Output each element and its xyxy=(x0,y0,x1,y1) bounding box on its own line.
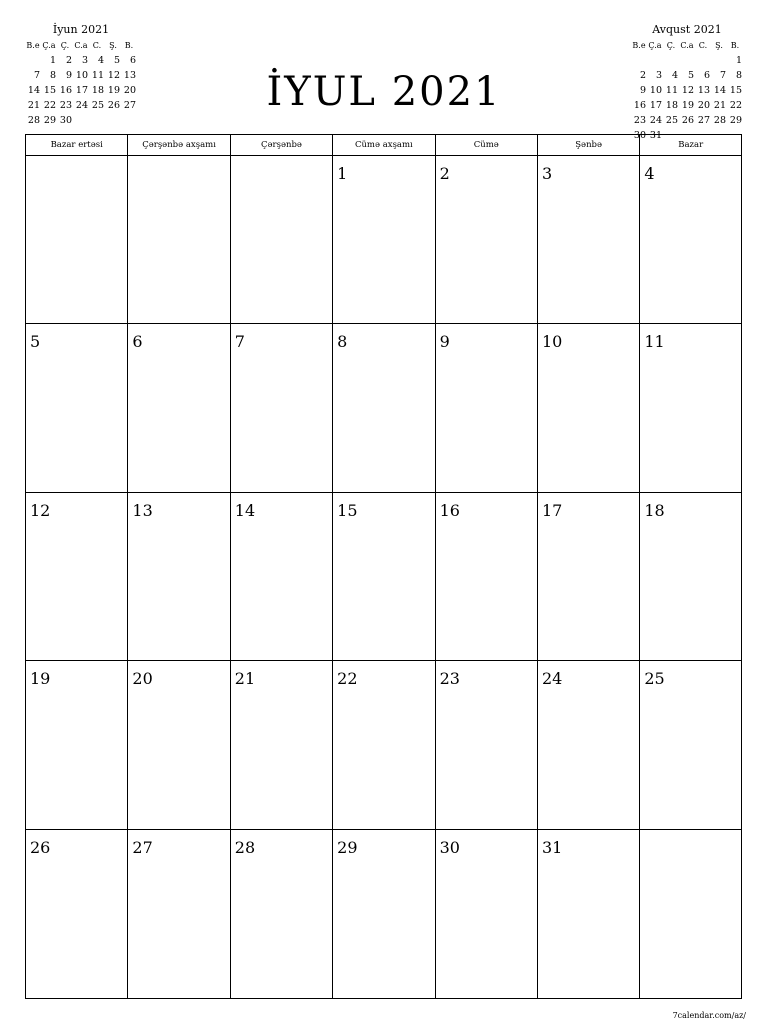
mini-day: 28 xyxy=(27,115,40,126)
day-number: 13 xyxy=(132,500,153,520)
mini-day: 6 xyxy=(703,70,710,81)
mini-weekday-header: B. xyxy=(124,41,134,50)
day-cell xyxy=(436,661,538,829)
mini-day: 30 xyxy=(633,130,646,141)
day-cell xyxy=(436,830,538,998)
mini-day: 23 xyxy=(59,100,72,111)
mini-day: 20 xyxy=(697,100,710,111)
mini-calendar-prev-month xyxy=(25,22,137,128)
day-number: 15 xyxy=(337,500,358,520)
mini-day: 24 xyxy=(75,100,88,111)
mini-day: 7 xyxy=(33,70,40,81)
mini-day xyxy=(121,113,137,128)
day-number: 8 xyxy=(337,332,348,352)
day-number: 1 xyxy=(337,164,348,183)
mini-day xyxy=(25,53,41,68)
day-cell xyxy=(538,493,640,661)
mini-day: 23 xyxy=(633,115,646,126)
mini-weekday-header: C. xyxy=(698,41,708,50)
mini-weekday-header: B. xyxy=(730,41,740,50)
mini-calendar-title: Avqust 2021 xyxy=(652,23,722,36)
day-number: 26 xyxy=(30,837,51,857)
mini-day: 21 xyxy=(27,100,40,111)
day-cell xyxy=(26,830,128,998)
day-cell xyxy=(231,156,333,324)
day-cell xyxy=(128,830,230,998)
mini-day: 27 xyxy=(123,100,136,111)
weekday-header: Çərşənbə xyxy=(231,135,333,156)
mini-day: 22 xyxy=(43,100,56,111)
day-number: 24 xyxy=(541,669,563,689)
day-cell xyxy=(436,156,538,324)
day-cell xyxy=(333,830,435,998)
day-number: 7 xyxy=(234,332,245,352)
mini-day: 14 xyxy=(27,85,40,96)
day-number: 2 xyxy=(439,164,450,183)
weekday-header: Çərşənbə axşamı xyxy=(128,135,230,156)
day-number: 12 xyxy=(30,500,51,520)
weekday-header: Şənbə xyxy=(538,135,640,156)
day-cell xyxy=(333,156,435,324)
mini-day xyxy=(695,53,711,68)
day-cell xyxy=(640,324,741,492)
day-number: 19 xyxy=(30,669,51,689)
day-cell xyxy=(538,830,640,998)
mini-day: 29 xyxy=(43,115,56,126)
weekday-header: Bazar xyxy=(640,135,741,156)
day-number: 6 xyxy=(132,332,143,352)
day-number: 22 xyxy=(337,669,358,689)
mini-weekday-header: C. xyxy=(92,41,102,50)
day-number: 28 xyxy=(234,837,256,857)
mini-day: 22 xyxy=(729,100,742,111)
day-cell xyxy=(231,493,333,661)
day-cell xyxy=(640,156,741,324)
day-number: 17 xyxy=(541,500,563,520)
mini-day: 2 xyxy=(639,70,646,81)
mini-weekday-header: Ç.a xyxy=(648,41,662,50)
mini-day xyxy=(679,53,695,68)
mini-day: 17 xyxy=(649,100,662,111)
day-cell xyxy=(128,661,230,829)
mini-day: 14 xyxy=(713,85,726,96)
mini-day: 10 xyxy=(649,85,662,96)
mini-day: 15 xyxy=(43,85,56,96)
mini-calendar-next-month xyxy=(631,22,743,143)
mini-day: 21 xyxy=(713,100,726,111)
mini-weekday-header: B.e xyxy=(26,41,40,50)
mini-day xyxy=(711,53,727,68)
day-number: 10 xyxy=(541,332,563,352)
day-number: 20 xyxy=(132,669,153,689)
mini-day: 2 xyxy=(65,55,72,66)
day-number: 30 xyxy=(439,837,460,857)
mini-day: 24 xyxy=(649,115,662,126)
mini-day xyxy=(105,113,121,128)
mini-day: 10 xyxy=(75,70,88,81)
day-number: 16 xyxy=(439,500,460,520)
weekday-header: Bazar ertəsi xyxy=(26,135,128,156)
mini-weekday-header: Ş. xyxy=(109,41,117,50)
mini-day: 17 xyxy=(75,85,88,96)
website-footer: 7calendar.com/az/ xyxy=(672,1011,746,1020)
mini-day: 29 xyxy=(729,115,742,126)
month-calendar-grid xyxy=(25,134,742,999)
day-number: 25 xyxy=(644,669,665,689)
mini-day: 4 xyxy=(671,70,678,81)
mini-day: 13 xyxy=(123,70,136,81)
day-cell xyxy=(538,324,640,492)
day-number: 23 xyxy=(439,669,460,689)
mini-day: 26 xyxy=(681,115,694,126)
day-number: 11 xyxy=(644,332,665,352)
day-number: 27 xyxy=(132,837,153,857)
mini-day: 27 xyxy=(697,115,710,126)
day-cell xyxy=(26,156,128,324)
day-cell xyxy=(231,324,333,492)
day-number: 18 xyxy=(644,500,665,520)
mini-day: 12 xyxy=(681,85,694,96)
day-cell xyxy=(128,156,230,324)
mini-day: 4 xyxy=(97,55,104,66)
day-cell xyxy=(436,493,538,661)
mini-day: 16 xyxy=(633,100,646,111)
mini-day xyxy=(631,53,647,68)
day-cell xyxy=(538,156,640,324)
day-cell xyxy=(640,830,741,998)
day-number: 9 xyxy=(439,332,450,352)
mini-day: 26 xyxy=(107,100,120,111)
mini-weekday-header: Ç. xyxy=(60,41,70,50)
mini-day xyxy=(663,53,679,68)
day-cell xyxy=(26,324,128,492)
mini-day: 8 xyxy=(49,70,56,81)
mini-day: 9 xyxy=(65,70,72,81)
mini-day: 6 xyxy=(129,55,136,66)
day-cell xyxy=(333,661,435,829)
page-title: İYUL 2021 xyxy=(266,69,502,115)
day-cell xyxy=(128,324,230,492)
mini-day: 7 xyxy=(719,70,726,81)
mini-day: 9 xyxy=(639,85,646,96)
day-cell xyxy=(231,661,333,829)
mini-calendar-title: İyun 2021 xyxy=(52,23,110,36)
day-cell xyxy=(231,830,333,998)
day-number: 29 xyxy=(337,837,358,857)
mini-weekday-header: C.a xyxy=(680,41,694,50)
mini-day: 5 xyxy=(113,55,120,66)
day-number: 5 xyxy=(30,332,41,352)
mini-weekday-header: Ç.a xyxy=(42,41,56,50)
mini-weekday-header: Ş. xyxy=(715,41,723,50)
day-cell xyxy=(436,324,538,492)
mini-weekday-header: C.a xyxy=(74,41,88,50)
day-cell xyxy=(26,661,128,829)
mini-day: 11 xyxy=(665,85,678,96)
mini-day: 5 xyxy=(687,70,694,81)
day-cell xyxy=(640,493,741,661)
mini-day: 1 xyxy=(735,55,742,66)
mini-day: 20 xyxy=(123,85,136,96)
mini-calendar-grid xyxy=(25,38,137,128)
day-cell xyxy=(128,493,230,661)
mini-day: 13 xyxy=(697,85,710,96)
mini-day: 12 xyxy=(107,70,120,81)
day-cell xyxy=(538,661,640,829)
mini-day: 16 xyxy=(59,85,72,96)
mini-day: 25 xyxy=(665,115,678,126)
mini-day: 1 xyxy=(49,55,56,66)
mini-day: 19 xyxy=(681,100,694,111)
mini-day: 18 xyxy=(91,85,104,96)
day-cell xyxy=(333,493,435,661)
mini-day: 31 xyxy=(649,130,662,141)
day-number: 4 xyxy=(644,164,655,183)
mini-weekday-header: B.e xyxy=(632,41,646,50)
mini-day: 3 xyxy=(655,70,662,81)
day-number: 31 xyxy=(541,837,563,857)
day-cell xyxy=(333,324,435,492)
mini-day xyxy=(647,53,663,68)
mini-day: 28 xyxy=(713,115,726,126)
day-number: 3 xyxy=(541,164,553,183)
mini-calendar-grid xyxy=(631,38,743,143)
day-number: 14 xyxy=(234,500,256,520)
day-number: 21 xyxy=(234,669,256,689)
mini-day: 25 xyxy=(91,100,104,111)
mini-day: 30 xyxy=(59,115,72,126)
mini-day: 15 xyxy=(729,85,742,96)
mini-day: 8 xyxy=(735,70,742,81)
weekday-header: Cümə xyxy=(436,135,538,156)
mini-day: 11 xyxy=(91,70,104,81)
mini-day: 18 xyxy=(665,100,678,111)
weekday-header: Cümə axşamı xyxy=(333,135,435,156)
mini-day xyxy=(89,113,105,128)
mini-weekday-header: Ç. xyxy=(666,41,676,50)
mini-day: 19 xyxy=(107,85,120,96)
mini-day: 3 xyxy=(81,55,88,66)
mini-day xyxy=(73,113,89,128)
day-cell xyxy=(640,661,741,829)
day-cell xyxy=(26,493,128,661)
